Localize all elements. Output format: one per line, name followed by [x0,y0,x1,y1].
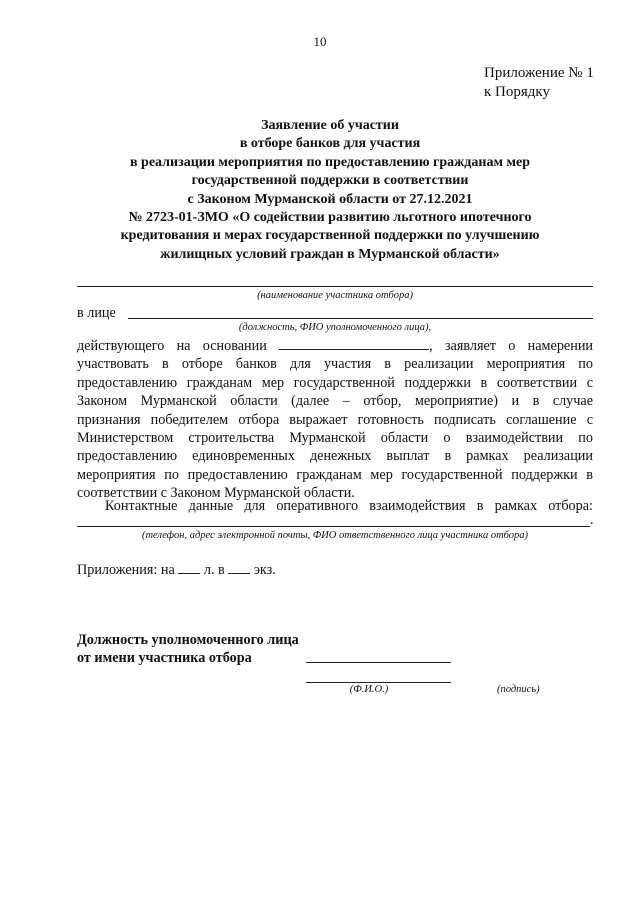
paragraph-line-6: предоставлению единовременных денежных выплат в рамках реализации [77,448,593,465]
contacts-caption: (телефон, адрес электронной почты, ФИО ответственного лица участника отбора) [141,530,529,541]
appendix-line-2: к Порядку [484,84,550,100]
title-line-7: кредитования и мерах государственной поддержки по улучшению [120,228,540,244]
title-line-8: жилищных условий граждан в Мурманской области» [160,246,500,262]
authorized-person-caption: (должность, ФИО уполномоченного лица), [238,322,432,333]
signature-label-line-1: Должность уполномоченного лица [77,632,299,648]
signature-caption: (подпись) [497,684,540,695]
contacts-period: . [590,512,594,528]
paragraph-line-8: соответствии с Законом Мурманской области. [77,485,355,502]
paragraph-line-3: Законом Мурманской области (далее – отбор, мероприятие) и в случае [77,393,593,410]
title-line-6: № 2723-01-ЗМО «О содействии развитию льготного ипотечного [128,210,532,226]
signature-label-line-2: от имени участника отбора [77,650,252,666]
title-line-1: Заявление об участии [261,118,399,133]
paragraph-line-1: участвовать в отборе банков для участия в реализации мероприятия по [77,356,593,373]
attachments-copies-field[interactable] [228,573,250,574]
position-field[interactable] [306,662,451,663]
fio-field[interactable] [306,682,451,683]
title-line-4: государственной поддержки в соответствии [191,173,469,189]
authorized-person-field[interactable] [128,318,593,319]
participant-name-caption: (наименование участника отбора) [257,290,413,301]
contacts-label: Контактные данные для оперативного взаимодействия в рамках отбора: [105,498,593,514]
page-number: 10 [313,34,327,49]
paragraph-line-5: Министерством строительства Мурманской области о взаимодействии по [77,430,593,447]
title-line-2: в отборе банков для участия [239,136,421,152]
participant-name-field[interactable] [77,286,593,287]
appendix-note [484,64,594,102]
contacts-field[interactable] [77,526,590,527]
fio-caption: (Ф.И.О.) [349,684,389,695]
document-title [70,117,590,264]
acting-basis-line: действующего на основании , заявляет о намерении [77,338,593,354]
appendix-line-1: Приложение № 1 [484,65,594,81]
in-person-label: в лице [77,305,116,321]
title-line-3: в реализации мероприятия по предоставлению гражданам мер [129,154,531,170]
application-paragraph [77,337,593,503]
paragraph-line-2: предоставлению гражданам мер государственной поддержки в соответствии с [77,374,593,391]
paragraph-line-7: мероприятия по предоставлению гражданам мер государственной поддержки в [77,466,593,483]
title-line-5: с Законом Мурманской области от 27.12.2021 [187,191,473,207]
attachments-line: Приложения: на л. в экз. [77,562,276,578]
paragraph-line-4: признания победителем отбора выражает готовность подписать соглашение с [77,411,593,428]
attachments-pages-field[interactable] [178,573,200,574]
basis-document-field[interactable] [279,349,429,350]
